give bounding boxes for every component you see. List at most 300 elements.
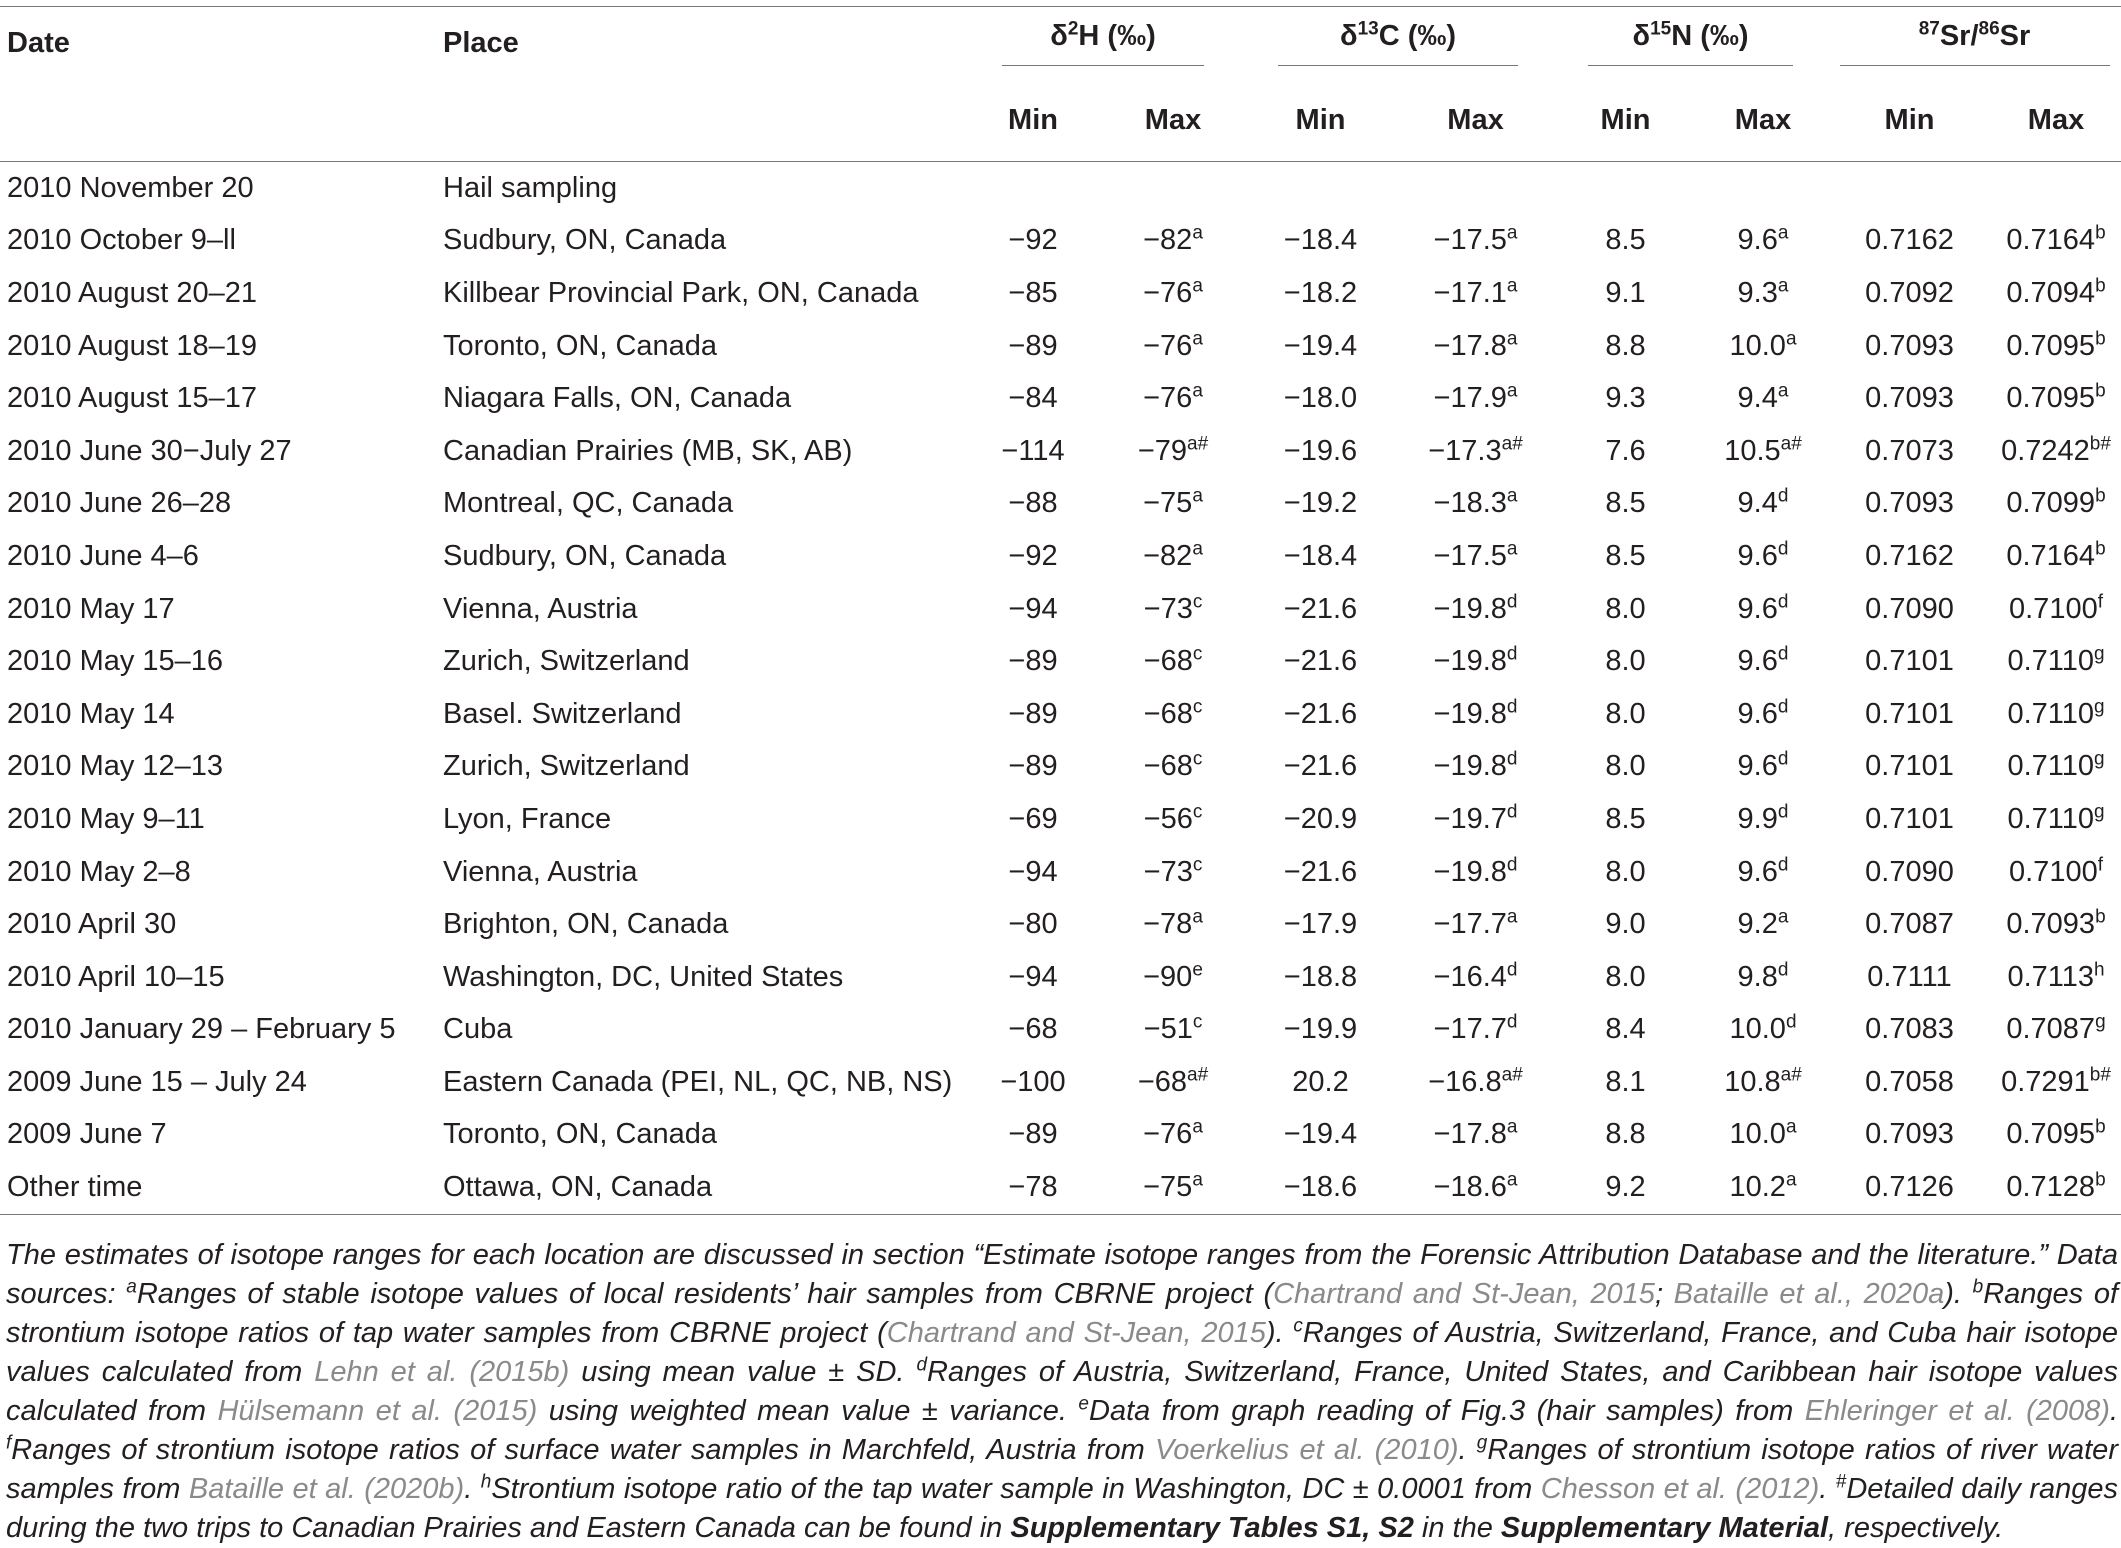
col-group-sr: $^{87}$Sr/$^{86}$Sr [1828, 7, 2121, 80]
table-row [0, 898, 2121, 951]
footnote-mark: a [1506, 906, 1518, 928]
cell-value [1103, 583, 1243, 636]
cell-value [1103, 267, 1243, 320]
footnote-mark: f [2097, 590, 2103, 612]
cell-value [1698, 1109, 1828, 1162]
cell-number: 0.7095 [2006, 1118, 2096, 1151]
cell-place: Lyon, France [443, 802, 612, 835]
col-header-min: Min [1008, 103, 1058, 136]
cell-value [1243, 162, 1398, 215]
cell-number: 0.7110 [2007, 697, 2094, 730]
cell-number: 8.0 [1605, 592, 1646, 625]
cell-value [1398, 688, 1553, 741]
cell-number: −76 [1143, 382, 1193, 415]
footnote-mark: d [1506, 590, 1518, 612]
cell-number: −18.0 [1283, 382, 1358, 415]
citation-link[interactable]: Chartrand and St-Jean, 2015 [1273, 1278, 1655, 1310]
footnote-mark: a [1785, 327, 1797, 349]
cell-number: −82 [1143, 224, 1193, 257]
footnote-mark: a [1192, 906, 1203, 928]
cell-value [1991, 162, 2121, 215]
cell-number: 0.7058 [1865, 1065, 1954, 1098]
footnote-mark: a [1192, 327, 1203, 349]
cell-number: 10.8 [1724, 1065, 1781, 1098]
cell-date: 2010 June 30−July 27 [7, 434, 292, 467]
cell-number: −17.7 [1433, 908, 1507, 941]
cell-number: 0.7093 [1865, 1118, 1954, 1151]
footnote-mark: d [1777, 538, 1789, 560]
cell-number: −82 [1143, 539, 1193, 572]
cell-date: 2010 April 10–15 [7, 960, 225, 993]
cell-place: Eastern Canada (PEI, NL, QC, NB, NS) [443, 1065, 953, 1098]
cell-number: 8.0 [1605, 645, 1646, 678]
table-row [0, 267, 2121, 320]
footnote-mark: d [1506, 1011, 1518, 1033]
cell-place: Toronto, ON, Canada [443, 1118, 718, 1151]
cell-number: 9.6 [1737, 697, 1778, 730]
cell-value [963, 1056, 1103, 1109]
cell-number: −75 [1143, 487, 1193, 520]
cell-number: −89 [1008, 1118, 1058, 1151]
cell-number: 8.0 [1605, 750, 1646, 783]
cell-value [1991, 372, 2121, 425]
cell-number: 9.6 [1737, 539, 1778, 572]
cell-number: 0.7087 [2006, 1013, 2096, 1046]
cell-number: 0.7093 [1865, 487, 1954, 520]
cell-value [1698, 1004, 1828, 1057]
cell-value [1398, 162, 1553, 215]
citation-link[interactable]: Ehleringer et al. (2008) [1804, 1395, 2110, 1427]
cell-number: −76 [1143, 1118, 1193, 1151]
cell-number: 0.7092 [1865, 276, 1954, 309]
cell-value [1698, 372, 1828, 425]
cell-number: −85 [1008, 276, 1058, 309]
footnote-mark: a# [1187, 433, 1209, 455]
footnote-mark: a# [1187, 1064, 1209, 1086]
cell-date: 2010 August 15–17 [7, 382, 257, 415]
cell-number: −17.3 [1428, 434, 1502, 467]
cell-value [1828, 741, 1991, 794]
cell-number: −94 [1008, 592, 1058, 625]
cell-value [1698, 1056, 1828, 1109]
cell-value [963, 530, 1103, 583]
citation-link[interactable]: Chesson et al. (2012) [1540, 1473, 1820, 1505]
cell-number: 9.0 [1605, 908, 1646, 941]
footnote-mark: a# [1780, 1064, 1802, 1086]
cell-value [963, 372, 1103, 425]
cell-number: 9.4 [1737, 487, 1778, 520]
footnote-mark: b [2095, 275, 2106, 297]
cell-value [1103, 1161, 1243, 1214]
cell-number: −51 [1143, 1013, 1193, 1046]
cell-number: −21.6 [1283, 592, 1358, 625]
cell-value [1243, 846, 1398, 899]
cell-value [1553, 793, 1698, 846]
citation-link[interactable]: Bataille et al., 2020a [1673, 1278, 1945, 1310]
footnote-mark: d [1777, 748, 1789, 770]
cell-value [963, 583, 1103, 636]
table-row [0, 478, 2121, 531]
cell-value [1398, 1161, 1553, 1214]
cell-number: 10.2 [1729, 1171, 1786, 1204]
cell-number: 0.7110 [2007, 802, 2094, 835]
footnote-mark: b [2095, 222, 2106, 244]
cell-number: −19.8 [1433, 645, 1507, 678]
footnote-mark: d [1506, 748, 1518, 770]
cell-value [1243, 425, 1398, 478]
cell-place: Toronto, ON, Canada [443, 329, 718, 362]
cell-number: −18.6 [1433, 1171, 1507, 1204]
cell-number: −80 [1008, 908, 1058, 941]
cell-number: −18.4 [1283, 539, 1358, 572]
cell-number: −89 [1008, 697, 1058, 730]
cell-number: 9.3 [1737, 276, 1778, 309]
cell-number: 8.5 [1605, 539, 1646, 572]
cell-value [1103, 372, 1243, 425]
footnote-mark: a [1785, 1169, 1797, 1191]
cell-number: −18.8 [1283, 960, 1358, 993]
cell-value [1991, 688, 2121, 741]
cell-number: −94 [1008, 855, 1058, 888]
cell-number: 0.7101 [1865, 802, 1954, 835]
cell-value [963, 267, 1103, 320]
cell-value [1698, 583, 1828, 636]
cell-value [1698, 425, 1828, 478]
table-row [0, 1109, 2121, 1162]
cell-number: 8.5 [1605, 802, 1646, 835]
footnote-mark: b# [2089, 1064, 2111, 1086]
footnote-mark: a [1777, 222, 1789, 244]
footnote-mark: a# [1501, 433, 1523, 455]
cell-number: −100 [1000, 1065, 1066, 1098]
cell-value [1243, 635, 1398, 688]
cell-number: −89 [1008, 645, 1058, 678]
cell-value [1828, 846, 1991, 899]
cell-number: 9.2 [1737, 908, 1778, 941]
cell-value [1828, 267, 1991, 320]
table-row [0, 951, 2121, 1004]
cell-number: −88 [1008, 487, 1058, 520]
cell-value [1698, 793, 1828, 846]
cell-number: −17.9 [1283, 908, 1358, 941]
cell-number: 0.7128 [2006, 1171, 2096, 1204]
footnote-mark: a [1192, 380, 1203, 402]
cell-value [1698, 741, 1828, 794]
cell-number: 0.7100 [2009, 592, 2098, 625]
cell-place: Ottawa, ON, Canada [443, 1171, 713, 1204]
cell-number: 0.7242 [2001, 434, 2090, 467]
cell-number: −94 [1008, 960, 1058, 993]
cell-place: Vienna, Austria [443, 855, 638, 888]
cell-value [1698, 530, 1828, 583]
cell-place: Niagara Falls, ON, Canada [443, 382, 792, 415]
cell-value [1398, 425, 1553, 478]
cell-number: −20.9 [1283, 802, 1358, 835]
footnote-mark: d [1777, 801, 1789, 823]
cell-number: 0.7095 [2006, 329, 2096, 362]
col-group-d2h: $\delta^2H$ (‰) [963, 7, 1243, 80]
footnote-mark: b [2095, 380, 2106, 402]
cell-number: 0.7111 [1867, 960, 1952, 993]
cell-number: 0.7093 [1865, 329, 1954, 362]
footnote-mark: a [1192, 538, 1203, 560]
footnote-mark: a [1506, 222, 1518, 244]
cell-number: −73 [1143, 855, 1193, 888]
cell-value [1243, 688, 1398, 741]
cell-value [1828, 1109, 1991, 1162]
footnote-mark: c [1192, 643, 1203, 665]
cell-number: −21.6 [1283, 645, 1358, 678]
footnote-mark: a [1192, 275, 1203, 297]
cell-number: 0.7162 [1865, 224, 1954, 257]
footnote-mark: a [1506, 1169, 1518, 1191]
cell-value [963, 793, 1103, 846]
cell-number: −19.8 [1433, 592, 1507, 625]
cell-value [1398, 898, 1553, 951]
cell-value [1398, 1109, 1553, 1162]
cell-value [1991, 1056, 2121, 1109]
citation-link[interactable]: Bataille et al. (2020b) [188, 1473, 465, 1505]
cell-value [1828, 162, 1991, 215]
cell-value [1828, 688, 1991, 741]
footnote-mark: b [2095, 906, 2106, 928]
cell-value [1698, 951, 1828, 1004]
cell-number: −89 [1008, 329, 1058, 362]
cell-date: 2010 August 18–19 [7, 329, 257, 362]
cell-value [1553, 635, 1698, 688]
table-row [0, 372, 2121, 425]
cell-number: −84 [1008, 382, 1058, 415]
table-row [0, 1161, 2121, 1214]
footnote-mark: a [1506, 327, 1518, 349]
cell-value [1828, 372, 1991, 425]
table-row [0, 425, 2121, 478]
cell-place: Sudbury, ON, Canada [443, 224, 727, 257]
supplementary-material-link[interactable]: Supplementary Material [1500, 1512, 1829, 1544]
cell-date: 2010 August 20–21 [7, 276, 257, 309]
footnote-mark: f [2097, 853, 2103, 875]
cell-value [1698, 267, 1828, 320]
footnote-mark: d [1777, 643, 1789, 665]
cell-value [1698, 635, 1828, 688]
cell-value [1991, 846, 2121, 899]
cell-number: 8.5 [1605, 224, 1646, 257]
cell-number: 8.5 [1605, 487, 1646, 520]
cell-value [1103, 1109, 1243, 1162]
cell-value [1398, 372, 1553, 425]
cell-value [1991, 793, 2121, 846]
footnote-mark: d [1777, 590, 1789, 612]
cell-value [1243, 1004, 1398, 1057]
cell-value [1698, 846, 1828, 899]
cell-date: 2010 May 15–16 [7, 645, 224, 678]
table-footnote: The estimates of isotope ranges for each location are discussed in section “Estimate isotope ranges from the Forensic Attribution Database and the literature.” Data sources: $^a$Ranges of stable isotope values of local residents’ hair samples from CBRNE project (Chartrand and St-Jean, 2015; Bataille et al., 2020a). $^b$Ranges of strontium isotope ratios of tap water samples from CBRNE project (Chartrand and St-Jean, 2015). $^c$Ranges of Austria, Switzerland, France, and Cuba hair isotope values calculated from Lehn et al. (2015b) using mean value ± SD. $^d$Ranges of Austria, Switzerland, France, United States, and Caribbean hair isotope values calculated from Hülsemann et al. (2015) using weighted mean value ± variance. $^e$Data from graph reading of Fig.3 (hair samples) from Ehleringer et al. (2008). $^f$Ranges of strontium isotope ratios of surface water samples in Marchfeld, Austria from Voerkelius et al. (2010). $^g$Ranges of strontium isotope ratios of river water samples from Bataille et al. (2020b). $^h$Strontium isotope ratio of the tap water sample in Washington, DC ± 0.0001 from Chesson et al. (2012). #Detailed daily ranges during the two trips to Canadian Prairies and Eastern Canada can be found in Supplementary Tables S1, S2 in the Supplementary Material, respectively. [6, 1239, 2118, 1544]
col-header-min: Min [1884, 103, 1935, 136]
citation-link[interactable]: Hülsemann et al. (2015) [217, 1395, 538, 1427]
cell-value [1103, 1056, 1243, 1109]
cell-date: 2010 May 14 [7, 697, 175, 730]
cell-number: −76 [1143, 329, 1193, 362]
table-row [0, 583, 2121, 636]
cell-place: Sudbury, ON, Canada [443, 539, 727, 572]
cell-value [1103, 635, 1243, 688]
header-row-2 [0, 79, 2121, 162]
supplementary-tables-link[interactable]: Supplementary Tables S1, S2 [1010, 1512, 1414, 1544]
cell-number: −17.8 [1433, 1118, 1507, 1151]
footnote-mark: a [1506, 538, 1518, 560]
footnote-mark: b# [2089, 433, 2111, 455]
cell-number: −17.1 [1433, 276, 1507, 309]
table-row [0, 846, 2121, 899]
cell-value [1553, 162, 1698, 215]
cell-value [1553, 741, 1698, 794]
table-row [0, 793, 2121, 846]
cell-place: Washington, DC, United States [443, 960, 844, 993]
citation-link[interactable]: Lehn et al. (2015b) [314, 1356, 570, 1388]
cell-value [963, 1161, 1103, 1214]
footnote-mark: a [1785, 1116, 1797, 1138]
cell-value [1991, 530, 2121, 583]
footnote-mark: e [1192, 959, 1203, 981]
cell-number: −18.2 [1283, 276, 1358, 309]
cell-value [1828, 425, 1991, 478]
cell-value [1243, 1109, 1398, 1162]
cell-number: 0.7083 [1865, 1013, 1954, 1046]
cell-value [1553, 1109, 1698, 1162]
table-row [0, 215, 2121, 268]
cell-value [1243, 320, 1398, 373]
cell-value [1103, 793, 1243, 846]
cell-value [1103, 215, 1243, 268]
cell-value [1698, 898, 1828, 951]
cell-number: −16.4 [1433, 960, 1507, 993]
footnote-mark: a [1506, 485, 1518, 507]
cell-value [1828, 898, 1991, 951]
cell-value [1553, 688, 1698, 741]
cell-value [963, 162, 1103, 215]
cell-number: 9.6 [1737, 224, 1778, 257]
cell-value [1243, 741, 1398, 794]
cell-number: −69 [1008, 802, 1058, 835]
footnote-mark: a [1192, 1169, 1203, 1191]
footnote-mark: g [2093, 696, 2105, 718]
cell-value [1991, 898, 2121, 951]
cell-value [1103, 951, 1243, 1004]
cell-value [1398, 215, 1553, 268]
cell-number: −19.4 [1283, 1118, 1358, 1151]
cell-place: Killbear Provincial Park, ON, Canada [443, 276, 919, 309]
cell-value [1828, 1161, 1991, 1214]
cell-value [1991, 478, 2121, 531]
cell-date: 2010 June 26–28 [7, 487, 232, 520]
cell-number: 0.7164 [2006, 224, 2096, 257]
footnote-mark: b [2095, 1116, 2106, 1138]
cell-number: −73 [1143, 592, 1193, 625]
cell-place: Cuba [443, 1013, 513, 1046]
cell-value [1243, 478, 1398, 531]
footnote-mark: a [1777, 275, 1789, 297]
footnote-mark: d [1777, 485, 1789, 507]
col-header-max: Max [1734, 103, 1792, 136]
cell-number: 9.1 [1605, 276, 1646, 309]
cell-number: 8.0 [1605, 855, 1646, 888]
cell-number: −17.5 [1433, 224, 1507, 257]
cell-value [1243, 372, 1398, 425]
cell-date: 2010 May 17 [7, 592, 175, 625]
cell-number: 9.2 [1605, 1171, 1646, 1204]
cell-number: 8.8 [1605, 1118, 1646, 1151]
cell-value [1103, 741, 1243, 794]
citation-link[interactable]: Voerkelius et al. (2010) [1154, 1434, 1459, 1466]
cell-number: −90 [1143, 960, 1193, 993]
cell-value [1103, 846, 1243, 899]
cell-value [1553, 1161, 1698, 1214]
cell-number: 0.7093 [2006, 908, 2096, 941]
cell-value [1698, 688, 1828, 741]
cell-number: 0.7110 [2007, 645, 2094, 678]
cell-number: 0.7291 [2001, 1065, 2090, 1098]
footnote-mark: b [2095, 485, 2106, 507]
footnote-mark: d [1777, 959, 1789, 981]
cell-number: 8.0 [1605, 697, 1646, 730]
footnote-mark: d [1777, 853, 1789, 875]
col-header-date: Date [7, 26, 70, 59]
cell-value [1398, 741, 1553, 794]
footnote-mark: a [1777, 380, 1789, 402]
cell-value [1698, 478, 1828, 531]
cell-value [1243, 267, 1398, 320]
cell-number: −17.5 [1433, 539, 1507, 572]
cell-number: 9.8 [1737, 960, 1778, 993]
cell-value [1103, 320, 1243, 373]
footnote-mark: c [1192, 696, 1203, 718]
cell-value [1991, 425, 2121, 478]
footnote-mark: b [2095, 327, 2106, 349]
cell-value [1828, 635, 1991, 688]
cell-number: 9.4 [1737, 382, 1778, 415]
cell-number: 9.6 [1737, 645, 1778, 678]
cell-date: 2010 May 9–11 [7, 802, 205, 835]
cell-number: −89 [1008, 750, 1058, 783]
footnote-mark: b [2095, 538, 2106, 560]
cell-number: 8.8 [1605, 329, 1646, 362]
cell-number: 0.7094 [2006, 276, 2096, 309]
table-row [0, 1004, 2121, 1057]
cell-number: −79 [1137, 434, 1188, 467]
cell-value [1103, 898, 1243, 951]
cell-value [1828, 320, 1991, 373]
cell-number: −21.6 [1283, 855, 1358, 888]
cell-number: −75 [1143, 1171, 1193, 1204]
cell-value [1398, 478, 1553, 531]
cell-value [1398, 320, 1553, 373]
cell-number: −17.8 [1433, 329, 1507, 362]
cell-value [1991, 1161, 2121, 1214]
cell-number: 0.7101 [1865, 750, 1954, 783]
cell-number: 10.0 [1729, 329, 1786, 362]
cell-value [963, 741, 1103, 794]
cell-value [1828, 1004, 1991, 1057]
cell-value [1991, 635, 2121, 688]
citation-link[interactable]: Chartrand and St-Jean, 2015 [886, 1317, 1266, 1349]
cell-number: 0.7126 [1865, 1171, 1954, 1204]
cell-number: −19.8 [1433, 855, 1507, 888]
cell-number: 0.7090 [1865, 592, 1954, 625]
cell-value [1553, 372, 1698, 425]
header-row-1 [0, 7, 2121, 80]
cell-value [1828, 793, 1991, 846]
table-row [0, 741, 2121, 794]
